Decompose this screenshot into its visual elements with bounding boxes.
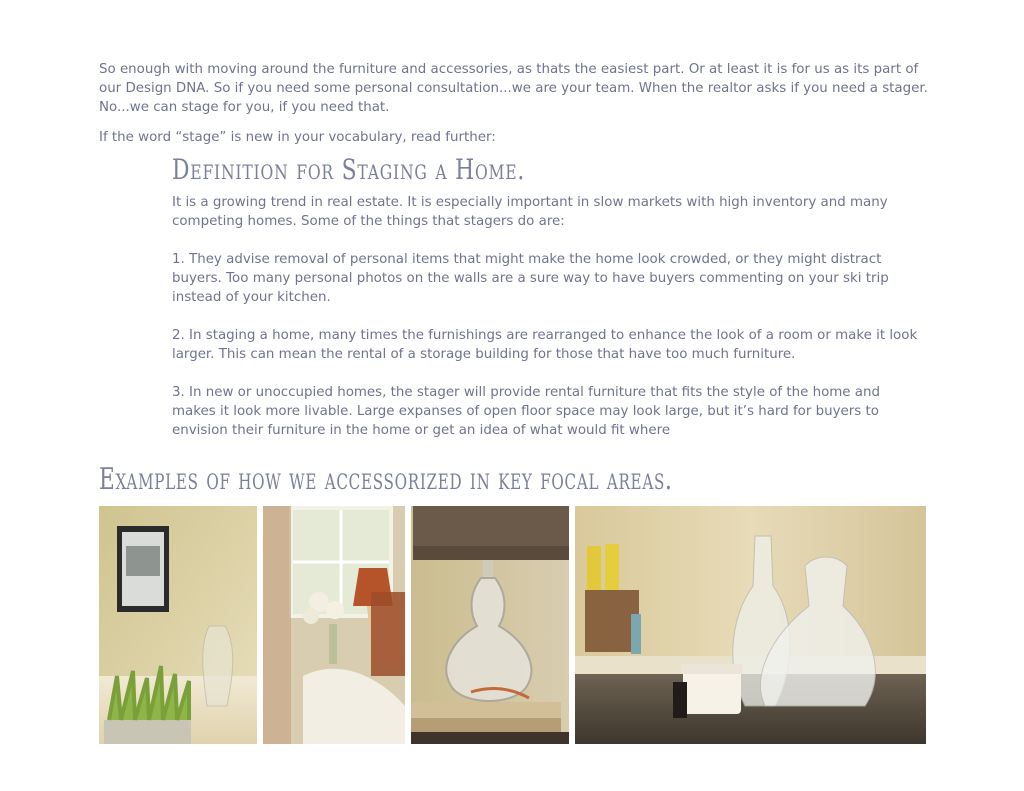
photo-framed-art-and-vase	[99, 506, 257, 744]
definition-paragraph: It is a growing trend in real estate. It is especially important in slow markets with high inventory and many competing homes. Some of the things that stagers do are:	[172, 195, 888, 229]
intro-paragraph-2: If the word “stage” is new in your vocabulary, read further:	[99, 130, 496, 145]
definition-heading: Definition for Staging a Home.	[172, 153, 526, 186]
definition-item-3: 3. In new or unoccupied homes, the stager will provide rental furniture that fits the style of the home and makes it look more livable. Large expanses of open floor space may look large, but it’s hard for buyers to envision their furniture in the home or get an idea of what would fit where	[172, 385, 880, 438]
definition-item-1: 1. They advise removal of personal items that might make the home look crowded, or they might distract buyers. Too many personal photos on the walls are a sure way to have buyers commenting on your ski trip instead of your kitchen.	[172, 252, 889, 305]
photo-window-flowers	[263, 506, 405, 744]
definition-item-2: 2. In staging a home, many times the furnishings are rearranged to enhance the look of a room or make it look larger. This can mean the rental of a storage building for those that have too much furniture.	[172, 328, 918, 362]
definition-body	[172, 193, 920, 459]
photo-glass-lamp	[411, 506, 569, 744]
examples-heading: Examples of how we accessorized in key focal areas.	[99, 462, 673, 497]
photo-decanters	[575, 506, 926, 744]
intro-paragraph: So enough with moving around the furniture and accessories, as thats the easiest part. Or at least it is for us as its part of our Design DNA. So if you need some personal consultation...we are your team. When the realtor asks if you need a stager. No...we can stage for you, if you need that.	[99, 62, 928, 115]
